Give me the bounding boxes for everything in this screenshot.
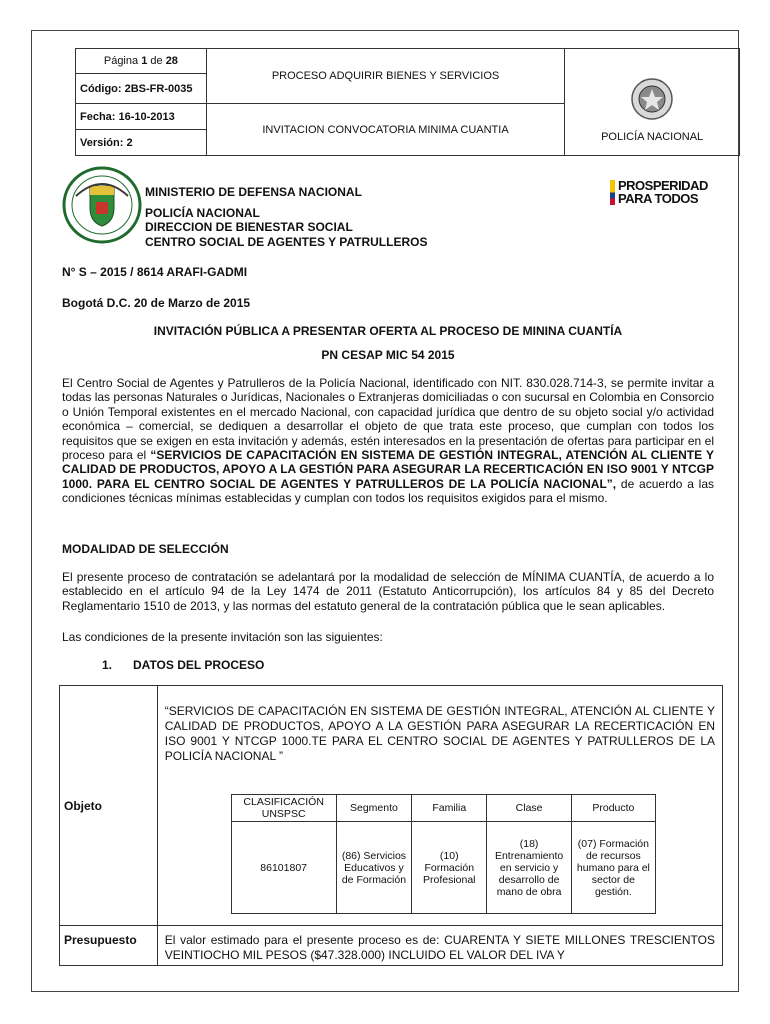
letterhead-direction: DIRECCION DE BIENESTAR SOCIAL (145, 220, 353, 234)
unspsc-code: 86101807 (231, 822, 336, 914)
institution-cell (565, 49, 740, 156)
presupuesto-label: Presupuesto (60, 926, 158, 966)
invitation-type-cell: INVITACION CONVOCATORIA MINIMA CUANTIA (206, 104, 564, 156)
document-version: Versión: 2 (76, 130, 207, 156)
prosperidad-logo (610, 179, 708, 205)
product-value: (07) Formación de recursos humano para el sector de gestión. (572, 822, 656, 914)
modality-heading: MODALIDAD DE SELECCIÓN (62, 542, 229, 556)
colombia-shield-seal-icon (62, 166, 142, 244)
slogan-line2: PARA TODOS (618, 191, 698, 206)
flag-stripe-icon (610, 180, 615, 205)
document-code: Código: 2BS-FR-0035 (76, 74, 207, 104)
section-number: 1. (102, 658, 113, 672)
objeto-cell (157, 686, 722, 926)
segment-header: Segmento (336, 795, 412, 822)
conditions-intro: Las condiciones de la presente invitación son las siguientes: (62, 630, 383, 644)
family-value: (10) Formación Profesional (412, 822, 487, 914)
section-title: DATOS DEL PROCESO (133, 658, 265, 672)
objeto-label: Objeto (60, 686, 158, 926)
document-header-table (75, 48, 740, 156)
slogan-line1: PROSPERIDAD (618, 178, 708, 193)
modality-paragraph: El presente proceso de contratación se adelantará por la modalidad de selección de MÍNIMA CUANTÍA, de acuerdo a lo establecido en el artículo 94 de la Ley 1474 de 2011 (Estatuto Anticorrupción), los artículos 84 y 85 del Decreto Reglamentario 1510 de 2013, y las normas del estatuto general de la contratación pública que le sean aplicables. (62, 570, 714, 613)
letterhead-ministry: MINISTERIO DE DEFENSA NACIONAL (145, 185, 362, 199)
document-date: Fecha: 16-10-2013 (76, 104, 207, 130)
class-value: (18) Entrenamiento en servicio y desarrollo de mano de obra (487, 822, 572, 914)
objeto-text: “SERVICIOS DE CAPACITACIÓN EN SISTEMA DE GESTIÓN INTEGRAL, ATENCIÓN AL CLIENTE Y CALIDAD DE PRODUCTOS, APOYO A LA GESTIÓN PARA ASEGURAR LA RECERTICACIÓN EN ISO 9001 Y NTCGP 1000.TE PARA EL CENTRO SOCIAL DE AGENTES Y PATRULLEROS DE LA POLICÍA NACIONAL ” (164, 704, 715, 763)
process-data-table (59, 685, 723, 966)
institution-name: POLICÍA NACIONAL (601, 131, 704, 143)
process-code-title: PN CESAP MIC 54 2015 (321, 348, 455, 362)
place-date: Bogotá D.C. 20 de Marzo de 2015 (62, 296, 251, 310)
police-emblem-icon (630, 77, 674, 121)
unspsc-table (231, 794, 656, 914)
intro-paragraph: El Centro Social de Agentes y Patrulleros de la Policía Nacional, identificado con NIT. 830.028.714-3, se permite invitar a todas las personas Naturales o Jurídicas, Nacionales o Extranjeras domiciliadas o con sucursal en Colombia en Consorcio o Unión Temporal existentes en el mercado Nacional, con capacidad jurídica que dentro de su objeto social y/o actividad económica – comercial, se dediquen a desarrollar el objeto de que trata este proceso, que cumplan con todos los requisitos que se exigen en esta invitación y además, estén interesados en la presentación de ofertas para participar en el proceso para el “SERVICIOS DE CAPACITACIÓN EN SISTEMA DE GESTIÓN INTEGRAL, ATENCIÓN AL CLIENTE Y CALIDAD DE PRODUCTOS, APOYO A LA GESTIÓN PARA ASEGURAR LA RECERTICACIÓN EN ISO 9001 Y NTCGP 1000. PARA EL CENTRO SOCIAL DE AGENTES Y PATRULLEROS DE LA POLICÍA NACIONAL”, de acuerdo a las condiciones técnicas mínimas establecidas y cumplan con todos los requisitos exigidos para el mismo. (62, 376, 715, 506)
product-header: Producto (572, 795, 656, 822)
process-title-cell: PROCESO ADQUIRIR BIENES Y SERVICIOS (206, 49, 564, 104)
letterhead-center: CENTRO SOCIAL DE AGENTES Y PATRULLEROS (145, 235, 428, 249)
reference-number: N° S – 2015 / 8614 ARAFI-GADMI (62, 265, 248, 279)
letterhead-police: POLICÍA NACIONAL (145, 206, 260, 220)
page-number-cell: Página 1 de 28 (76, 49, 207, 74)
family-header: Familia (412, 795, 487, 822)
class-header: Clase (487, 795, 572, 822)
segment-value: (86) Servicios Educativos y de Formación (336, 822, 412, 914)
invitation-title: INVITACIÓN PÚBLICA A PRESENTAR OFERTA AL PROCESO DE MININA CUANTÍA (153, 324, 623, 338)
unspsc-header: CLASIFICACIÓN UNSPSC (231, 795, 336, 822)
presupuesto-text: El valor estimado para el presente proceso es de: CUARENTA Y SIETE MILLONES TRESCIENTOS VEINTIOCHO MIL PESOS ($47.328.000) INCLUIDO EL VALOR DEL IVA Y (157, 926, 722, 966)
